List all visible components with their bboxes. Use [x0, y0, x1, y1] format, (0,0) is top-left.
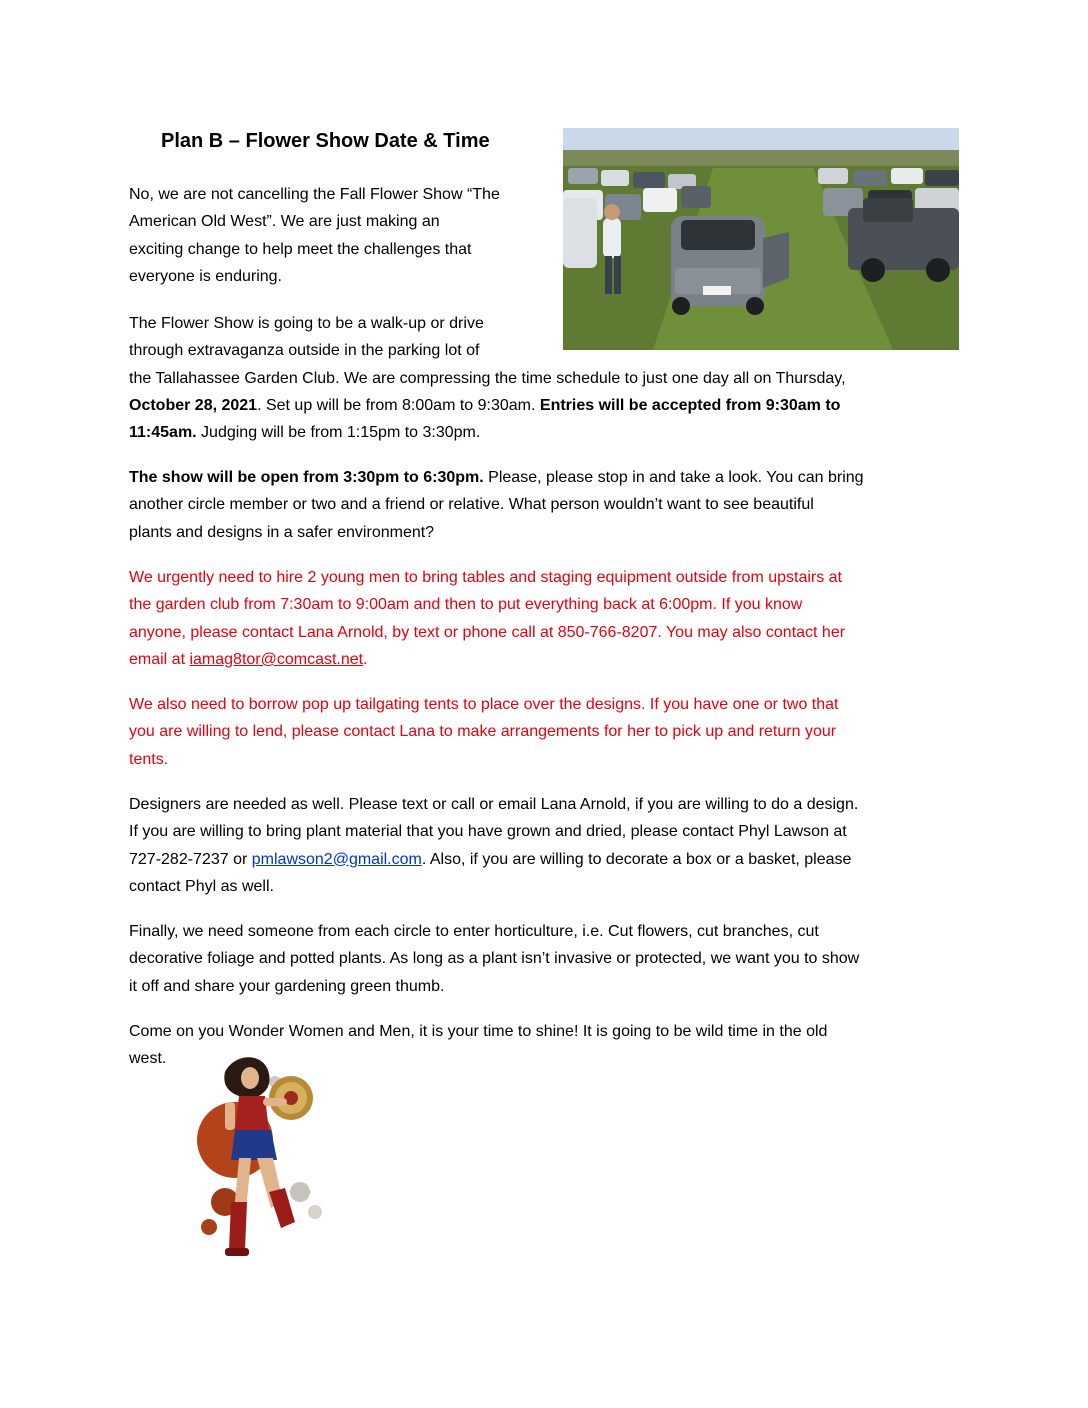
designers-line: contact Phyl as well.: [129, 877, 274, 895]
open-hours-rest: Please, please stop in and take a look. You can bring: [483, 469, 864, 486]
page-title: Plan B – Flower Show Date & Time: [161, 130, 490, 152]
help-needed-paragraph: [129, 564, 969, 673]
horticulture-line: it off and share your gardening green thumb.: [129, 977, 445, 995]
designers-line-rest: . Also, if you are willing to decorate a box or a basket, please: [421, 850, 852, 868]
closing-paragraph: [129, 1018, 969, 1073]
designers-paragraph: [129, 791, 969, 900]
horticulture-paragraph: [129, 918, 969, 1000]
closing-line: Come on you Wonder Women and Men, it is your time to shine! It is going to be wild time in the old: [129, 1023, 828, 1040]
help-line: the garden club from 7:30am to 9:00am and then to put everything back at 6:00pm. If you know: [129, 596, 803, 614]
open-hours-line: plants and designs in a safer environment?: [129, 523, 435, 541]
setup-time: . Set up will be from 8:00am to 9:30am.: [257, 396, 540, 414]
schedule-line: [129, 419, 969, 446]
lana-email-link[interactable]: iamag8tor@comcast.net: [189, 650, 364, 668]
intro-line: American Old West”. We are just making an: [129, 213, 440, 231]
designers-line: Designers are needed as well. Please text or call or email Lana Arnold, if you are willing to do a design.: [129, 796, 859, 813]
help-email-prefix: email at: [129, 650, 190, 668]
schedule-line: The Flower Show is going to be a walk-up or drive: [129, 315, 484, 332]
schedule-line: [129, 392, 969, 419]
intro-line: everyone is enduring.: [129, 267, 282, 285]
entries-end-time: 11:45am.: [129, 424, 197, 442]
schedule-paragraph: [129, 310, 969, 446]
show-date: October 28, 2021: [129, 396, 258, 414]
horticulture-line: decorative foliage and potted plants. As long as a plant isn’t invasive or protected, we want you to show: [129, 950, 860, 968]
help-line: anyone, please contact Lana Arnold, by text or phone call at 850-766-8207. You may also contact her: [129, 623, 846, 641]
intro-paragraph: [129, 181, 549, 290]
phyl-email-link[interactable]: pmlawson2@gmail.com: [251, 850, 422, 868]
wonder-woman-illustration: [195, 1052, 337, 1265]
tents-line: We also need to borrow pop up tailgating tents to place over the designs. If you have one or two that: [129, 696, 839, 713]
intro-line: No, we are not cancelling the Fall Flower Show “The: [129, 186, 500, 203]
open-hours-paragraph: [129, 464, 969, 546]
entries-time: Entries will be accepted from 9:30am to: [539, 396, 841, 414]
closing-line: west.: [129, 1050, 167, 1068]
tents-line: you are willing to lend, please contact Lana to make arrangements for her to pick up and return your: [129, 723, 837, 741]
intro-line: exciting change to help meet the challenges that: [129, 240, 472, 258]
judging-time: Judging will be from 1:15pm to 3:30pm.: [196, 424, 481, 442]
open-hours: The show will be open from 3:30pm to 6:30pm.: [129, 469, 484, 486]
tents-line: tents.: [129, 750, 169, 768]
help-email-suffix: .: [363, 650, 368, 668]
schedule-line: the Tallahassee Garden Club. We are compressing the time schedule to just one day all on Thursday,: [129, 369, 846, 387]
open-hours-line: another circle member or two and a friend or relative. What person wouldn’t want to see beautiful: [129, 496, 814, 514]
help-line: We urgently need to hire 2 young men to bring tables and staging equipment outside from upstairs at: [129, 569, 843, 586]
horticulture-line: Finally, we need someone from each circle to enter horticulture, i.e. Cut flowers, cut branches, cut: [129, 923, 819, 940]
phyl-phone: 727-282-7237 or: [129, 850, 252, 868]
designers-line: If you are willing to bring plant material that you have grown and dried, please contact Phyl Lawson at: [129, 823, 847, 841]
tents-paragraph: [129, 691, 969, 773]
schedule-line: through extravaganza outside in the parking lot of: [129, 342, 480, 360]
